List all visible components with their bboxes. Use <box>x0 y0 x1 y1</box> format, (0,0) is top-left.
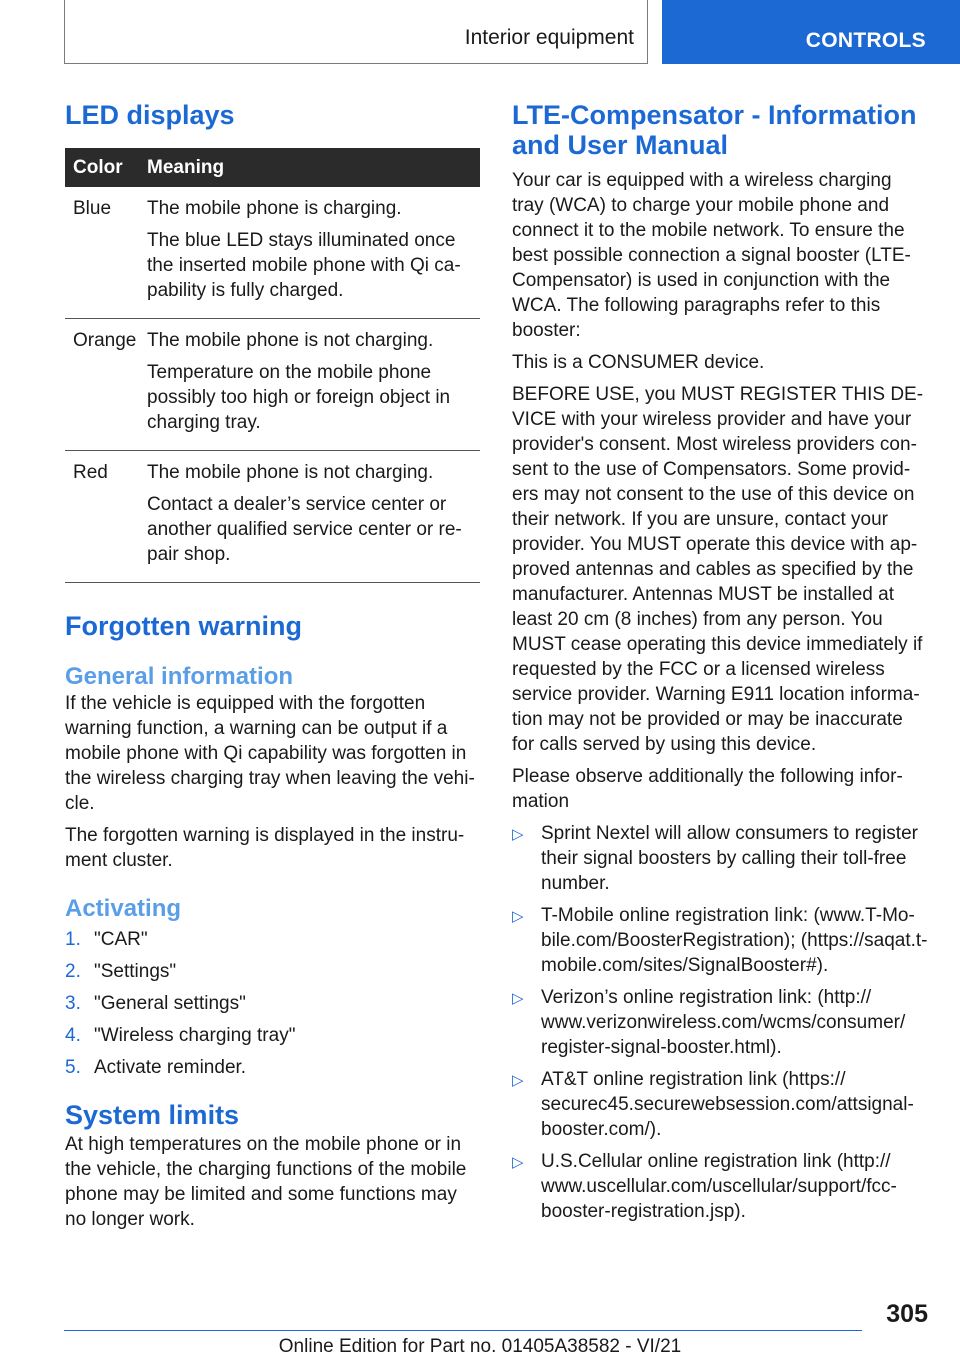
list-item <box>65 1023 481 1048</box>
meaning-line: The mobile phone is not charging. <box>147 330 434 351</box>
forgotten-warning-heading: Forgotten warning <box>65 611 302 641</box>
list-item-text: Sprint Nextel will allow consumers to register their signal boosters by calling their toll-free number. <box>541 823 918 894</box>
meaning-line: Contact a dealer’s service center or another qualified service center or repair shop. <box>147 494 462 565</box>
step-number: 2. <box>65 961 81 982</box>
lte-paragraph-4: Please observe additionally the following information <box>512 766 903 812</box>
table-cell-meaning <box>141 319 480 451</box>
footer-divider <box>64 1330 862 1331</box>
step-number: 4. <box>65 1025 81 1046</box>
step-text: "CAR" <box>94 929 148 950</box>
right-column <box>512 100 928 1231</box>
table-row <box>65 451 480 583</box>
lte-paragraph-1: Your car is equipped with a wireless charging tray (WCA) to charge your mobile phone and connect it to the mobile network. To ensure the best possible connection a signal booster (LTE-Compensator) is used in conjunction with the WCA. The following paragraphs refer to this booster: <box>512 170 911 341</box>
led-table <box>65 148 480 583</box>
table-header-color: Color <box>65 148 141 187</box>
triangle-bullet-icon: ▷ <box>512 826 524 843</box>
list-item-text: AT&T online registration link (https://​securec45.securewebsession.com/attsignal-booster.com/). <box>541 1069 914 1140</box>
list-item-text: Verizon’s online registration link: (http://​www.verizonwireless.com/wcms/consumer/​register-signal-booster.html). <box>541 987 906 1058</box>
meaning-line: Temperature on the mobile phone possibly too high or foreign object in charging tray. <box>147 362 451 433</box>
header-controls-tab[interactable] <box>662 0 960 64</box>
triangle-bullet-icon: ▷ <box>512 908 524 925</box>
system-limits-heading: System limits <box>65 1100 240 1130</box>
table-header-meaning: Meaning <box>141 148 480 187</box>
system-limits-paragraph: At high temperatures on the mobile phone or in the vehicle, the charging functions of the mobile phone may be limited and some functions may no longer work. <box>65 1134 467 1230</box>
led-displays-heading: LED displays <box>65 100 235 130</box>
list-item <box>65 959 481 984</box>
step-text: "Wireless charging tray" <box>94 1025 296 1046</box>
table-cell-color: Blue <box>65 187 141 319</box>
registration-links-list <box>512 821 928 1224</box>
step-number: 1. <box>65 929 81 950</box>
list-item <box>65 991 481 1016</box>
table-cell-color: Orange <box>65 319 141 451</box>
general-paragraph-1: If the vehicle is equipped with the forgotten warning function, a warning can be output if a mobile phone with Qi capability was forgotten in the wireless charging tray when leaving the vehicle. <box>65 693 475 814</box>
table-row <box>65 319 480 451</box>
step-number: 5. <box>65 1057 81 1078</box>
general-paragraph-2: The forgotten warning is displayed in the instrument cluster. <box>65 825 465 871</box>
list-item <box>512 985 928 1060</box>
triangle-bullet-icon: ▷ <box>512 1072 524 1089</box>
meaning-line: The mobile phone is not charging. <box>147 462 434 483</box>
header-tab-label: CONTROLS <box>805 29 926 52</box>
table-cell-meaning <box>141 187 480 319</box>
header-section-title: Interior equipment <box>464 26 634 49</box>
step-text: Activate reminder. <box>94 1057 247 1078</box>
left-column <box>65 100 481 1239</box>
table-cell-meaning <box>141 451 480 583</box>
list-item <box>512 1149 928 1224</box>
lte-paragraph-3: BEFORE USE, you MUST REGISTER THIS DEVICE with your wireless provider and have your provider's consent. Most wireless providers consent to the use of Compensators. Some providers may not consent to the use of this device on their network. If you are unsure, contact your provider. You MUST operate this device with approved antennas and cables as specified by the manufacturer. Antennas MUST be installed at least 20 cm (8 inches) from any person. You MUST cease operating this device immediately if requested by the FCC or a licensed wireless service provider. Warning E911 location information may not be provided or may be inaccurate for calls served by using this device. <box>512 384 924 755</box>
activating-heading: Activating <box>65 895 182 922</box>
triangle-bullet-icon: ▷ <box>512 990 524 1007</box>
general-information-heading: General information <box>65 663 294 690</box>
footer-edition: Online Edition for Part no. 01405A38582 - VI/21 <box>278 1336 682 1357</box>
meaning-line: The mobile phone is charging. <box>147 198 402 219</box>
page-number: 305 <box>886 1300 928 1328</box>
list-item <box>65 1055 481 1080</box>
lte-paragraph-2: This is a CONSUMER device. <box>512 352 765 373</box>
list-item <box>65 927 481 952</box>
list-item-text: T-Mobile online registration link: (www.T-Mobile.com/BoosterRegistration); (https://saqat.t-mobile.com/sites/SignalBooster#). <box>541 905 928 976</box>
list-item <box>512 821 928 896</box>
lte-compensator-heading: LTE-Compensator - Information and User Manual <box>512 100 917 160</box>
list-item <box>512 1067 928 1142</box>
list-item <box>512 903 928 978</box>
list-item-text: U.S.Cellular online registration link (http://​www.uscellular.com/uscellular/support/fcc-booster-registration.jsp). <box>541 1151 897 1222</box>
meaning-line: The blue LED stays illuminated once the inserted mobile phone with Qi capability is fully charged. <box>147 230 461 301</box>
activating-steps <box>65 927 481 1080</box>
table-row <box>65 187 480 319</box>
step-number: 3. <box>65 993 81 1014</box>
triangle-bullet-icon: ▷ <box>512 1154 524 1171</box>
step-text: "General settings" <box>94 993 246 1014</box>
table-cell-color: Red <box>65 451 141 583</box>
step-text: "Settings" <box>94 961 177 982</box>
